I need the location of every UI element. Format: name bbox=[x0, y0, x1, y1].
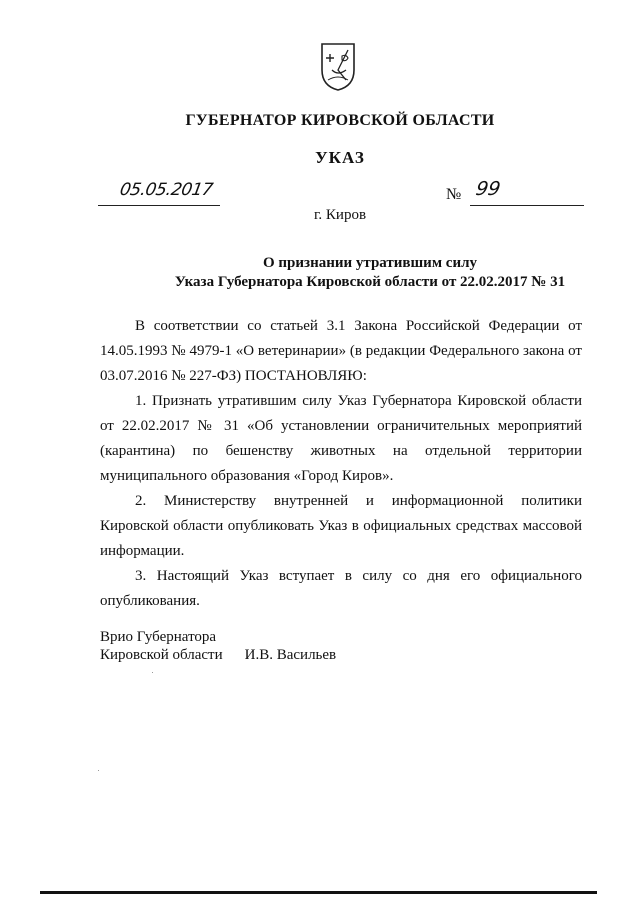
signatory-position-1: Врио Губернатора bbox=[100, 629, 217, 645]
signatory-position-2: Кировской области bbox=[100, 647, 223, 663]
item-paragraph-2: 2. Министерству внутренней и информационной политики Кировской области опубликовать Указ в официальных средствах массовой информации. bbox=[100, 493, 582, 559]
signature-block bbox=[100, 628, 336, 664]
item-paragraph-1: 1. Признать утратившим силу Указ Губернатора Кировской области от 22.02.2017 № 31 «Об установлении ограничительных мероприятий (карантина) по бешенству животных на отдельной территории муниципального образования «Город Киров». bbox=[100, 393, 582, 484]
document-number: 99 bbox=[474, 178, 503, 200]
document-subject bbox=[60, 254, 640, 292]
signatory-name: И.В. Васильев bbox=[244, 647, 337, 663]
document-body bbox=[100, 314, 582, 614]
number-sign: № bbox=[446, 186, 462, 203]
scan-speck bbox=[98, 770, 99, 771]
preamble-paragraph: В соответствии со статьей 3.1 Закона Российской Федерации от 14.05.1993 № 4979-1 «О ветеринарии» (в редакции Федерального закона от 03.07.2016 № 227-ФЗ) ПОСТАНОВЛЯЮ: bbox=[100, 318, 582, 384]
footer-rule bbox=[40, 891, 597, 894]
subject-line-2: Указа Губернатора Кировской области от 22.02.2017 № 31 bbox=[174, 274, 566, 290]
scan-speck bbox=[152, 672, 153, 673]
document-type: УКАЗ bbox=[315, 148, 365, 167]
item-paragraph-3: 3. Настоящий Указ вступает в силу со дня его официального опубликования. bbox=[100, 568, 582, 609]
document-date: 05.05.2017 bbox=[118, 180, 215, 200]
subject-line-1: О признании утратившим силу bbox=[263, 255, 477, 271]
issuing-authority: ГУБЕРНАТОР КИРОВСКОЙ ОБЛАСТИ bbox=[185, 112, 495, 129]
coat-of-arms-icon bbox=[318, 40, 358, 92]
city: г. Киров bbox=[313, 207, 367, 223]
